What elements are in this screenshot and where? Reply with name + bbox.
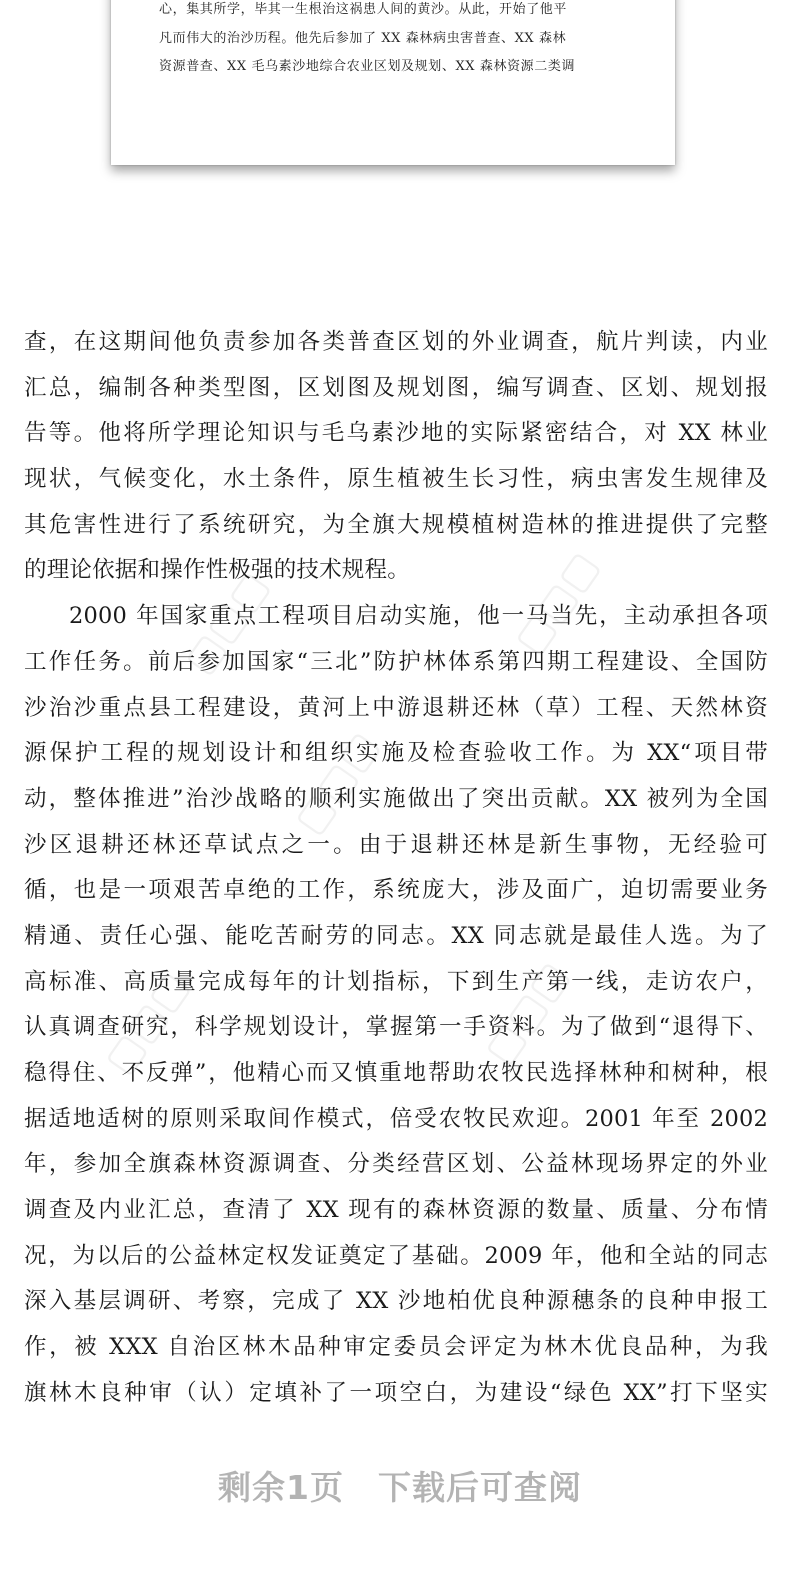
download-hint-label[interactable]: 下载后可查阅 — [377, 1468, 582, 1507]
text-line: 调查及内业汇总，查清了 XX 现有的森林资源的数量、质量、分布情 — [24, 1197, 768, 1224]
watermark: ▢▢▢ — [285, 723, 389, 843]
remaining-pages-label[interactable]: 剩余1页 — [218, 1468, 344, 1507]
text-line: 高标准、高质量完成每年的计划指标，下到生产第一线，走访农户， — [24, 968, 768, 995]
preview-line: 凡而伟大的治沙历程。他先后参加了 XX 森林病虫害普查、XX 森林 — [159, 30, 567, 46]
text-line: 工作任务。前后参加国家“三北”防护林体系第四期工程建设、全国防 — [24, 648, 768, 675]
text-line: 据适地适树的原则采取间作模式，倍受农牧民欢迎。2001 年至 2002 — [24, 1105, 768, 1132]
text-line: 源保护工程的规划设计和组织实施及检查验收工作。为 XX“项目带 — [24, 740, 768, 767]
text-line: 循，也是一项艰苦卓绝的工作，系统庞大，涉及面广，迫切需要业务 — [24, 877, 768, 904]
text-line: 的理论依据和操作性极强的技术规程。 — [24, 557, 410, 584]
text-line: 其危害性进行了系统研究，为全旗大规模植树造林的推进提供了完整 — [24, 511, 768, 538]
text-line: 认真调查研究，科学规划设计，掌握第一手资料。为了做到“退得下、 — [24, 1014, 768, 1041]
preview-line: 资源普查、XX 毛乌素沙地综合农业区划及规划、XX 森林资源二类调 — [159, 59, 576, 74]
text-line: 精通、责任心强、能吃苦耐劳的同志。XX 同志就是最佳人选。为了 — [24, 922, 768, 949]
watermark: ▢▢▢ — [505, 543, 609, 663]
text-line: 汇总，编制各种类型图，区划图及规划图，编写调查、区划、规划报 — [24, 374, 768, 401]
text-line: 年，参加全旗森林资源调查、分类经营区划、公益林现场界定的外业 — [24, 1151, 768, 1178]
text-line: 现状，气候变化，水土条件，原生植被生长习性，病虫害发生规律及 — [24, 466, 768, 493]
text-line: 告等。他将所学理论知识与毛乌素沙地的实际紧密结合，对 XX 林业 — [24, 420, 768, 447]
text-line: 查，在这期间他负责参加各类普查区划的外业调查，航片判读，内业 — [24, 329, 768, 355]
text-line: 稳得住、不反弹”，他精心而又慎重地帮助农牧民选择林种和树种，根 — [24, 1060, 768, 1086]
text-line: 旗林木良种审（认）定填补了一项空白，为建设“绿色 XX”打下坚实 — [24, 1379, 768, 1406]
download-prompt[interactable] — [0, 1462, 800, 1509]
paragraph-start-line: 2000 年国家重点工程项目启动实施，他一马当先，主动承担各项 — [69, 603, 768, 630]
preview-line: 心，集其所学，毕其一生根治这祸患人间的黄沙。从此，开始了他平 — [159, 2, 568, 17]
watermark: ▢▢▢ — [175, 563, 279, 683]
watermark: ▢▢▢ — [475, 953, 579, 1073]
preview-card — [111, 0, 675, 165]
watermark: ▢▢▢ — [95, 963, 199, 1083]
text-line: 况，为以后的公益林定权发证奠定了基础。2009 年，他和全站的同志 — [24, 1242, 768, 1269]
text-line: 作，被 XXX 自治区林木品种审定委员会评定为林木优良品种，为我 — [24, 1334, 768, 1361]
text-line: 深入基层调研、考察，完成了 XX 沙地柏优良种源穗条的良种申报工 — [24, 1288, 768, 1315]
text-line: 动，整体推进”治沙战略的顺利实施做出了突出贡献。XX 被列为全国 — [24, 785, 768, 812]
text-line: 沙区退耕还林还草试点之一。由于退耕还林是新生事物，无经验可 — [24, 831, 768, 858]
document-body — [24, 320, 768, 1417]
text-line: 沙治沙重点县工程建设，黄河上中游退耕还林（草）工程、天然林资 — [24, 694, 768, 721]
